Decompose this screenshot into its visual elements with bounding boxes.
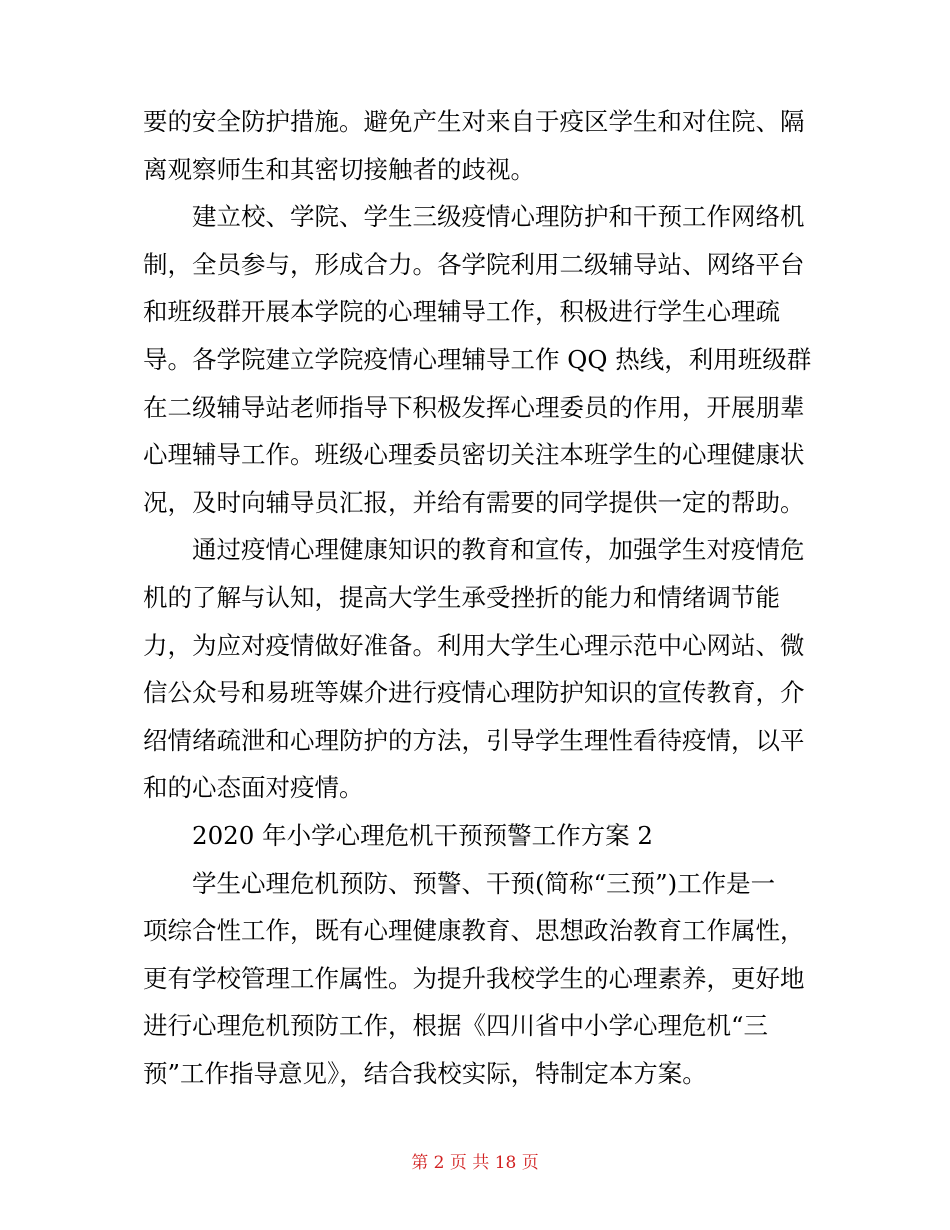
- text-line: 离观察师生和其密切接触者的歧视。: [143, 154, 535, 184]
- text-line: 和班级群开展本学院的心理辅导工作，积极进行学生心理疏: [143, 297, 780, 327]
- text-line: 机的了解与认知，提高大学生承受挫折的能力和情绪调节能: [143, 582, 780, 612]
- text-line: 导。各学院建立学院疫情心理辅导工作 QQ 热线，利用班级群: [143, 344, 812, 374]
- text-line: 学生心理危机预防、预警、干预(简称“三预”)工作是一: [192, 868, 776, 898]
- text-line: 进行心理危机预防工作，根据《四川省中小学心理危机“三: [143, 1011, 769, 1041]
- text-line: 绍情绪疏泄和心理防护的方法，引导学生理性看待疫情，以平: [143, 725, 805, 755]
- text-line: 通过疫情心理健康知识的教育和宣传，加强学生对疫情危: [192, 535, 805, 565]
- text-line: 况，及时向辅导员汇报，并给有需要的同学提供一定的帮助。: [143, 487, 805, 517]
- text-line: 力，为应对疫情做好准备。利用大学生心理示范中心网站、微: [143, 630, 805, 660]
- text-line: 信公众号和易班等媒介进行疫情心理防护知识的宣传教育，介: [143, 678, 805, 708]
- text-line: 在二级辅导站老师指导下积极发挥心理委员的作用，开展朋辈: [143, 392, 805, 422]
- text-line: 项综合性工作，既有心理健康教育、思想政治教育工作属性，: [143, 916, 805, 946]
- text-line: 制，全员参与，形成合力。各学院利用二级辅导站、网络平台: [143, 249, 805, 279]
- text-line: 建立校、学院、学生三级疫情心理防护和干预工作网络机: [192, 202, 805, 232]
- text-line: 和的心态面对疫情。: [143, 773, 364, 803]
- text-line: 要的安全防护措施。避免产生对来自于疫区学生和对住院、隔: [143, 107, 805, 136]
- page-number-footer: 第 2 页 共 18 页: [411, 1153, 539, 1173]
- text-line: 心理辅导工作。班级心理委员密切关注本班学生的心理健康状: [143, 440, 805, 470]
- section-heading: 2020 年小学心理危机干预预警工作方案 2: [192, 820, 654, 850]
- document-body: [143, 98, 815, 1097]
- text-line: 预”工作指导意见》，结合我校实际，特制定本方案。: [143, 1058, 707, 1088]
- text-line: 更有学校管理工作属性。为提升我校学生的心理素养，更好地: [143, 963, 805, 993]
